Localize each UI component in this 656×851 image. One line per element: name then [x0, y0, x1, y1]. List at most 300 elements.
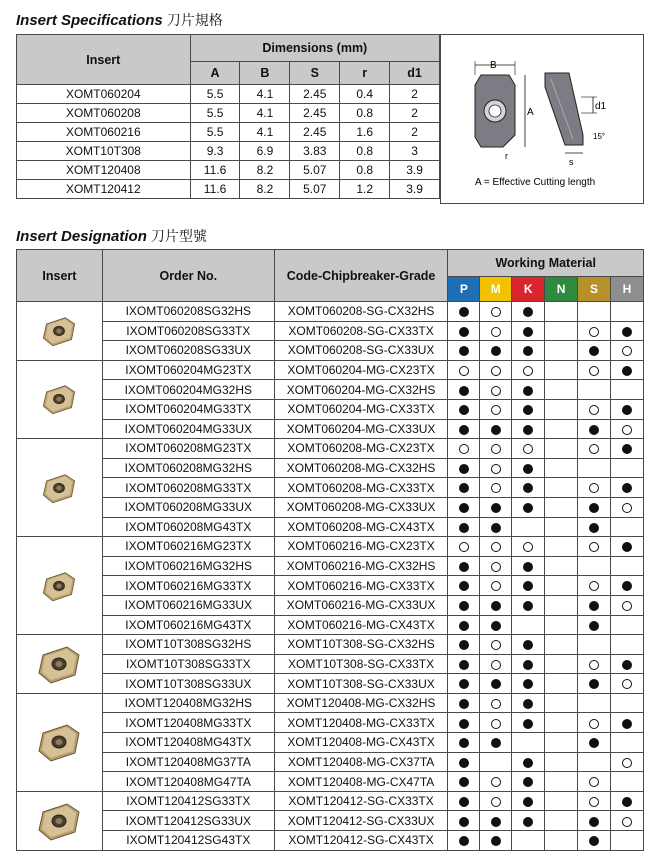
material-suitability-n	[545, 439, 578, 459]
material-suitability-s	[578, 537, 611, 557]
material-suitability-m	[480, 713, 512, 733]
material-suitability-n	[545, 537, 578, 557]
insert-top-view	[475, 75, 515, 147]
material-suitability-k	[512, 674, 545, 694]
insert-image-cell	[17, 693, 103, 791]
order-number: IXOMT060216MG23TX	[102, 537, 274, 557]
material-suitability-s	[578, 811, 611, 831]
insert-image-cell	[17, 791, 103, 850]
spec-cell-b: 4.1	[240, 123, 290, 142]
material-suitability-m	[480, 360, 512, 380]
spec-row	[17, 142, 440, 161]
material-suitability-h	[611, 752, 644, 772]
filled-circle-icon	[622, 366, 632, 376]
diagram-label-s: s	[569, 157, 574, 167]
open-circle-icon	[589, 719, 599, 729]
filled-circle-icon	[459, 660, 469, 670]
material-suitability-h	[611, 321, 644, 341]
material-suitability-n	[545, 556, 578, 576]
material-suitability-s	[578, 341, 611, 361]
filled-circle-icon	[459, 483, 469, 493]
filled-circle-icon	[622, 660, 632, 670]
filled-circle-icon	[523, 405, 533, 415]
spec-cell-b: 8.2	[240, 161, 290, 180]
spec-dim-header: B	[240, 62, 290, 85]
order-number: IXOMT060208SG32HS	[102, 302, 274, 322]
material-suitability-p	[448, 419, 480, 439]
material-suitability-m	[480, 341, 512, 361]
spec-cell-insert: XOMT060204	[17, 85, 191, 104]
filled-circle-icon	[491, 425, 501, 435]
designation-row	[17, 497, 644, 517]
insert-060204-icon	[38, 381, 80, 417]
chipbreaker-code: XOMT120408-MG-CX47TA	[274, 772, 448, 792]
material-suitability-m	[480, 831, 512, 851]
material-suitability-h	[611, 517, 644, 537]
spec-cell-insert: XOMT10T308	[17, 142, 191, 161]
filled-circle-icon	[523, 386, 533, 396]
material-suitability-m	[480, 302, 512, 322]
filled-circle-icon	[459, 621, 469, 631]
filled-circle-icon	[459, 386, 469, 396]
material-suitability-h	[611, 635, 644, 655]
insert-060216-icon	[38, 568, 80, 604]
material-suitability-k	[512, 341, 545, 361]
order-number: IXOMT120408MG47TA	[102, 772, 274, 792]
order-number: IXOMT060204MG23TX	[102, 360, 274, 380]
filled-circle-icon	[459, 836, 469, 846]
material-suitability-h	[611, 497, 644, 517]
filled-circle-icon	[523, 464, 533, 474]
filled-circle-icon	[459, 523, 469, 533]
spec-cell-r: 0.8	[340, 161, 390, 180]
diagram-label-angle: 15°	[593, 132, 606, 141]
insert-10t308-icon	[33, 641, 85, 687]
material-header-p: P	[448, 277, 480, 302]
filled-circle-icon	[459, 738, 469, 748]
filled-circle-icon	[491, 601, 501, 611]
material-suitability-s	[578, 556, 611, 576]
spec-cell-s: 5.07	[290, 180, 340, 199]
material-suitability-n	[545, 380, 578, 400]
material-suitability-h	[611, 360, 644, 380]
insert-diagram	[440, 34, 644, 204]
filled-circle-icon	[459, 327, 469, 337]
spec-cell-s: 2.45	[290, 85, 340, 104]
designation-row	[17, 791, 644, 811]
order-number: IXOMT060216MG33TX	[102, 576, 274, 596]
designation-row	[17, 380, 644, 400]
designation-row	[17, 811, 644, 831]
insert-image-cell	[17, 635, 103, 694]
spec-cell-d1: 3.9	[390, 180, 440, 199]
desig-header-code: Code-Chipbreaker-Grade	[274, 250, 448, 302]
filled-circle-icon	[523, 483, 533, 493]
material-suitability-h	[611, 458, 644, 478]
chipbreaker-code: XOMT060204-MG-CX33TX	[274, 399, 448, 419]
chipbreaker-code: XOMT10T308-SG-CX33UX	[274, 674, 448, 694]
chipbreaker-code: XOMT060208-MG-CX43TX	[274, 517, 448, 537]
material-suitability-k	[512, 831, 545, 851]
material-suitability-n	[545, 693, 578, 713]
open-circle-icon	[523, 366, 533, 376]
filled-circle-icon	[589, 503, 599, 513]
filled-circle-icon	[459, 405, 469, 415]
designation-row	[17, 733, 644, 753]
material-suitability-s	[578, 478, 611, 498]
material-suitability-n	[545, 321, 578, 341]
spec-dim-header: r	[340, 62, 390, 85]
material-suitability-k	[512, 713, 545, 733]
filled-circle-icon	[459, 699, 469, 709]
open-circle-icon	[589, 327, 599, 337]
filled-circle-icon	[459, 777, 469, 787]
material-suitability-p	[448, 458, 480, 478]
material-suitability-p	[448, 615, 480, 635]
open-circle-icon	[491, 719, 501, 729]
insert-120412-icon	[33, 798, 85, 844]
filled-circle-icon	[523, 640, 533, 650]
filled-circle-icon	[459, 679, 469, 689]
filled-circle-icon	[523, 503, 533, 513]
material-suitability-m	[480, 752, 512, 772]
open-circle-icon	[491, 581, 501, 591]
open-circle-icon	[491, 699, 501, 709]
open-circle-icon	[491, 366, 501, 376]
spec-cell-b: 6.9	[240, 142, 290, 161]
material-suitability-h	[611, 419, 644, 439]
designation-row	[17, 831, 644, 851]
spec-title-text: Insert Specifications	[16, 12, 163, 29]
spec-dim-header: A	[190, 62, 240, 85]
designation-row	[17, 752, 644, 772]
filled-circle-icon	[523, 797, 533, 807]
designation-row	[17, 576, 644, 596]
spec-row	[17, 85, 440, 104]
material-suitability-n	[545, 458, 578, 478]
order-number: IXOMT120408MG32HS	[102, 693, 274, 713]
filled-circle-icon	[459, 601, 469, 611]
spec-cell-s: 2.45	[290, 104, 340, 123]
filled-circle-icon	[459, 640, 469, 650]
open-circle-icon	[589, 777, 599, 787]
spec-header-dimensions: Dimensions (mm)	[190, 35, 439, 62]
material-suitability-n	[545, 713, 578, 733]
material-suitability-k	[512, 791, 545, 811]
order-number: IXOMT120408MG33TX	[102, 713, 274, 733]
material-suitability-p	[448, 595, 480, 615]
material-suitability-h	[611, 380, 644, 400]
designation-title-cn: 刀片型號	[150, 229, 207, 245]
material-suitability-m	[480, 497, 512, 517]
material-suitability-n	[545, 497, 578, 517]
designation-row	[17, 439, 644, 459]
material-suitability-s	[578, 733, 611, 753]
insert-060208mg-icon	[38, 470, 80, 506]
desig-header-insert: Insert	[17, 250, 103, 302]
spec-cell-insert: XOMT120412	[17, 180, 191, 199]
material-suitability-p	[448, 635, 480, 655]
filled-circle-icon	[491, 523, 501, 533]
material-suitability-s	[578, 458, 611, 478]
order-number: IXOMT060204MG32HS	[102, 380, 274, 400]
spec-cell-b: 8.2	[240, 180, 290, 199]
open-circle-icon	[459, 444, 469, 454]
designation-row	[17, 399, 644, 419]
spec-cell-a: 5.5	[190, 104, 240, 123]
material-suitability-h	[611, 576, 644, 596]
material-suitability-s	[578, 772, 611, 792]
material-suitability-s	[578, 831, 611, 851]
order-number: IXOMT060208MG33TX	[102, 478, 274, 498]
material-suitability-p	[448, 321, 480, 341]
open-circle-icon	[589, 405, 599, 415]
filled-circle-icon	[622, 797, 632, 807]
filled-circle-icon	[589, 621, 599, 631]
designation-row	[17, 674, 644, 694]
material-suitability-p	[448, 772, 480, 792]
chipbreaker-code: XOMT120408-MG-CX37TA	[274, 752, 448, 772]
material-suitability-k	[512, 321, 545, 341]
chipbreaker-code: XOMT120408-MG-CX43TX	[274, 733, 448, 753]
open-circle-icon	[491, 797, 501, 807]
spec-dim-header: d1	[390, 62, 440, 85]
spec-header-insert: Insert	[17, 35, 191, 85]
material-header-h: H	[611, 277, 644, 302]
material-suitability-n	[545, 772, 578, 792]
material-suitability-n	[545, 752, 578, 772]
material-suitability-h	[611, 439, 644, 459]
filled-circle-icon	[523, 777, 533, 787]
insert-dimension-drawing	[441, 35, 643, 203]
material-suitability-k	[512, 517, 545, 537]
open-circle-icon	[491, 327, 501, 337]
spec-cell-a: 11.6	[190, 161, 240, 180]
filled-circle-icon	[589, 817, 599, 827]
filled-circle-icon	[523, 425, 533, 435]
filled-circle-icon	[589, 679, 599, 689]
material-suitability-m	[480, 556, 512, 576]
chipbreaker-code: XOMT060204-MG-CX23TX	[274, 360, 448, 380]
designation-row	[17, 341, 644, 361]
filled-circle-icon	[523, 817, 533, 827]
insert-side-view	[545, 73, 583, 145]
open-circle-icon	[589, 581, 599, 591]
insert-image-cell	[17, 302, 103, 361]
material-suitability-s	[578, 380, 611, 400]
material-suitability-s	[578, 674, 611, 694]
open-circle-icon	[491, 405, 501, 415]
filled-circle-icon	[459, 719, 469, 729]
material-suitability-m	[480, 517, 512, 537]
filled-circle-icon	[491, 621, 501, 631]
material-suitability-h	[611, 478, 644, 498]
order-number: IXOMT120408MG37TA	[102, 752, 274, 772]
open-circle-icon	[622, 425, 632, 435]
spec-cell-r: 0.8	[340, 142, 390, 161]
material-suitability-s	[578, 302, 611, 322]
material-suitability-s	[578, 654, 611, 674]
material-suitability-h	[611, 693, 644, 713]
material-suitability-n	[545, 360, 578, 380]
open-circle-icon	[589, 444, 599, 454]
filled-circle-icon	[459, 464, 469, 474]
spec-cell-a: 9.3	[190, 142, 240, 161]
designation-row	[17, 635, 644, 655]
filled-circle-icon	[523, 719, 533, 729]
spec-cell-d1: 2	[390, 104, 440, 123]
order-number: IXOMT060216MG32HS	[102, 556, 274, 576]
material-suitability-s	[578, 595, 611, 615]
material-suitability-k	[512, 537, 545, 557]
material-header-s: S	[578, 277, 611, 302]
material-suitability-k	[512, 556, 545, 576]
chipbreaker-code: XOMT060208-MG-CX33TX	[274, 478, 448, 498]
material-suitability-p	[448, 674, 480, 694]
designation-row	[17, 419, 644, 439]
material-suitability-h	[611, 341, 644, 361]
material-suitability-s	[578, 693, 611, 713]
filled-circle-icon	[459, 817, 469, 827]
filled-circle-icon	[491, 817, 501, 827]
open-circle-icon	[622, 601, 632, 611]
spec-cell-insert: XOMT060208	[17, 104, 191, 123]
filled-circle-icon	[459, 758, 469, 768]
filled-circle-icon	[491, 346, 501, 356]
spec-cell-s: 2.45	[290, 123, 340, 142]
material-suitability-s	[578, 399, 611, 419]
material-suitability-m	[480, 419, 512, 439]
material-suitability-n	[545, 733, 578, 753]
material-suitability-s	[578, 635, 611, 655]
material-suitability-p	[448, 791, 480, 811]
material-suitability-m	[480, 811, 512, 831]
order-number: IXOMT060208SG33UX	[102, 341, 274, 361]
material-suitability-s	[578, 713, 611, 733]
material-suitability-m	[480, 772, 512, 792]
material-suitability-p	[448, 752, 480, 772]
material-suitability-m	[480, 321, 512, 341]
filled-circle-icon	[459, 581, 469, 591]
designation-row	[17, 693, 644, 713]
material-suitability-n	[545, 654, 578, 674]
chipbreaker-code: XOMT060216-MG-CX43TX	[274, 615, 448, 635]
material-suitability-k	[512, 380, 545, 400]
open-circle-icon	[622, 758, 632, 768]
material-suitability-n	[545, 811, 578, 831]
open-circle-icon	[622, 503, 632, 513]
open-circle-icon	[622, 817, 632, 827]
open-circle-icon	[459, 366, 469, 376]
designation-row	[17, 360, 644, 380]
chipbreaker-code: XOMT060208-SG-CX33TX	[274, 321, 448, 341]
order-number: IXOMT10T308SG33TX	[102, 654, 274, 674]
material-suitability-h	[611, 556, 644, 576]
spec-cell-r: 0.8	[340, 104, 390, 123]
spec-title-cn: 刀片規格	[166, 13, 223, 29]
material-suitability-s	[578, 497, 611, 517]
open-circle-icon	[589, 542, 599, 552]
open-circle-icon	[491, 483, 501, 493]
material-suitability-m	[480, 380, 512, 400]
chipbreaker-code: XOMT060216-MG-CX33UX	[274, 595, 448, 615]
material-suitability-s	[578, 439, 611, 459]
open-circle-icon	[491, 464, 501, 474]
filled-circle-icon	[523, 327, 533, 337]
designation-title-text: Insert Designation	[16, 228, 147, 245]
diagram-label-r: r	[505, 151, 508, 161]
chipbreaker-code: XOMT060216-MG-CX23TX	[274, 537, 448, 557]
spec-cell-s: 3.83	[290, 142, 340, 161]
material-suitability-k	[512, 439, 545, 459]
material-suitability-p	[448, 811, 480, 831]
designation-row	[17, 615, 644, 635]
filled-circle-icon	[589, 425, 599, 435]
material-suitability-p	[448, 517, 480, 537]
filled-circle-icon	[491, 836, 501, 846]
material-suitability-k	[512, 752, 545, 772]
material-suitability-p	[448, 713, 480, 733]
material-suitability-n	[545, 517, 578, 537]
desig-header-working-material: Working Material	[448, 250, 644, 277]
order-number: IXOMT120412SG33TX	[102, 791, 274, 811]
open-circle-icon	[491, 444, 501, 454]
open-circle-icon	[491, 660, 501, 670]
filled-circle-icon	[589, 601, 599, 611]
filled-circle-icon	[459, 425, 469, 435]
order-number: IXOMT060204MG33UX	[102, 419, 274, 439]
spec-cell-d1: 2	[390, 85, 440, 104]
material-suitability-p	[448, 654, 480, 674]
designation-table	[16, 249, 644, 851]
material-suitability-m	[480, 635, 512, 655]
material-suitability-k	[512, 302, 545, 322]
filled-circle-icon	[459, 346, 469, 356]
spec-row	[17, 180, 440, 199]
order-number: IXOMT10T308SG33UX	[102, 674, 274, 694]
filled-circle-icon	[622, 444, 632, 454]
open-circle-icon	[589, 366, 599, 376]
open-circle-icon	[491, 386, 501, 396]
material-suitability-m	[480, 478, 512, 498]
open-circle-icon	[491, 777, 501, 787]
designation-row	[17, 595, 644, 615]
material-suitability-k	[512, 595, 545, 615]
open-circle-icon	[523, 444, 533, 454]
filled-circle-icon	[459, 562, 469, 572]
material-suitability-m	[480, 674, 512, 694]
spec-cell-a: 5.5	[190, 85, 240, 104]
material-suitability-p	[448, 439, 480, 459]
designation-row	[17, 302, 644, 322]
material-suitability-m	[480, 733, 512, 753]
material-suitability-m	[480, 791, 512, 811]
filled-circle-icon	[622, 719, 632, 729]
material-suitability-m	[480, 595, 512, 615]
chipbreaker-code: XOMT060204-MG-CX33UX	[274, 419, 448, 439]
material-suitability-p	[448, 556, 480, 576]
diagram-label-b: B	[490, 60, 497, 71]
filled-circle-icon	[589, 523, 599, 533]
material-suitability-h	[611, 733, 644, 753]
designation-row	[17, 713, 644, 733]
material-suitability-k	[512, 576, 545, 596]
chipbreaker-code: XOMT060208-SG-CX32HS	[274, 302, 448, 322]
filled-circle-icon	[459, 307, 469, 317]
spec-cell-a: 11.6	[190, 180, 240, 199]
spec-cell-insert: XOMT060216	[17, 123, 191, 142]
filled-circle-icon	[622, 542, 632, 552]
